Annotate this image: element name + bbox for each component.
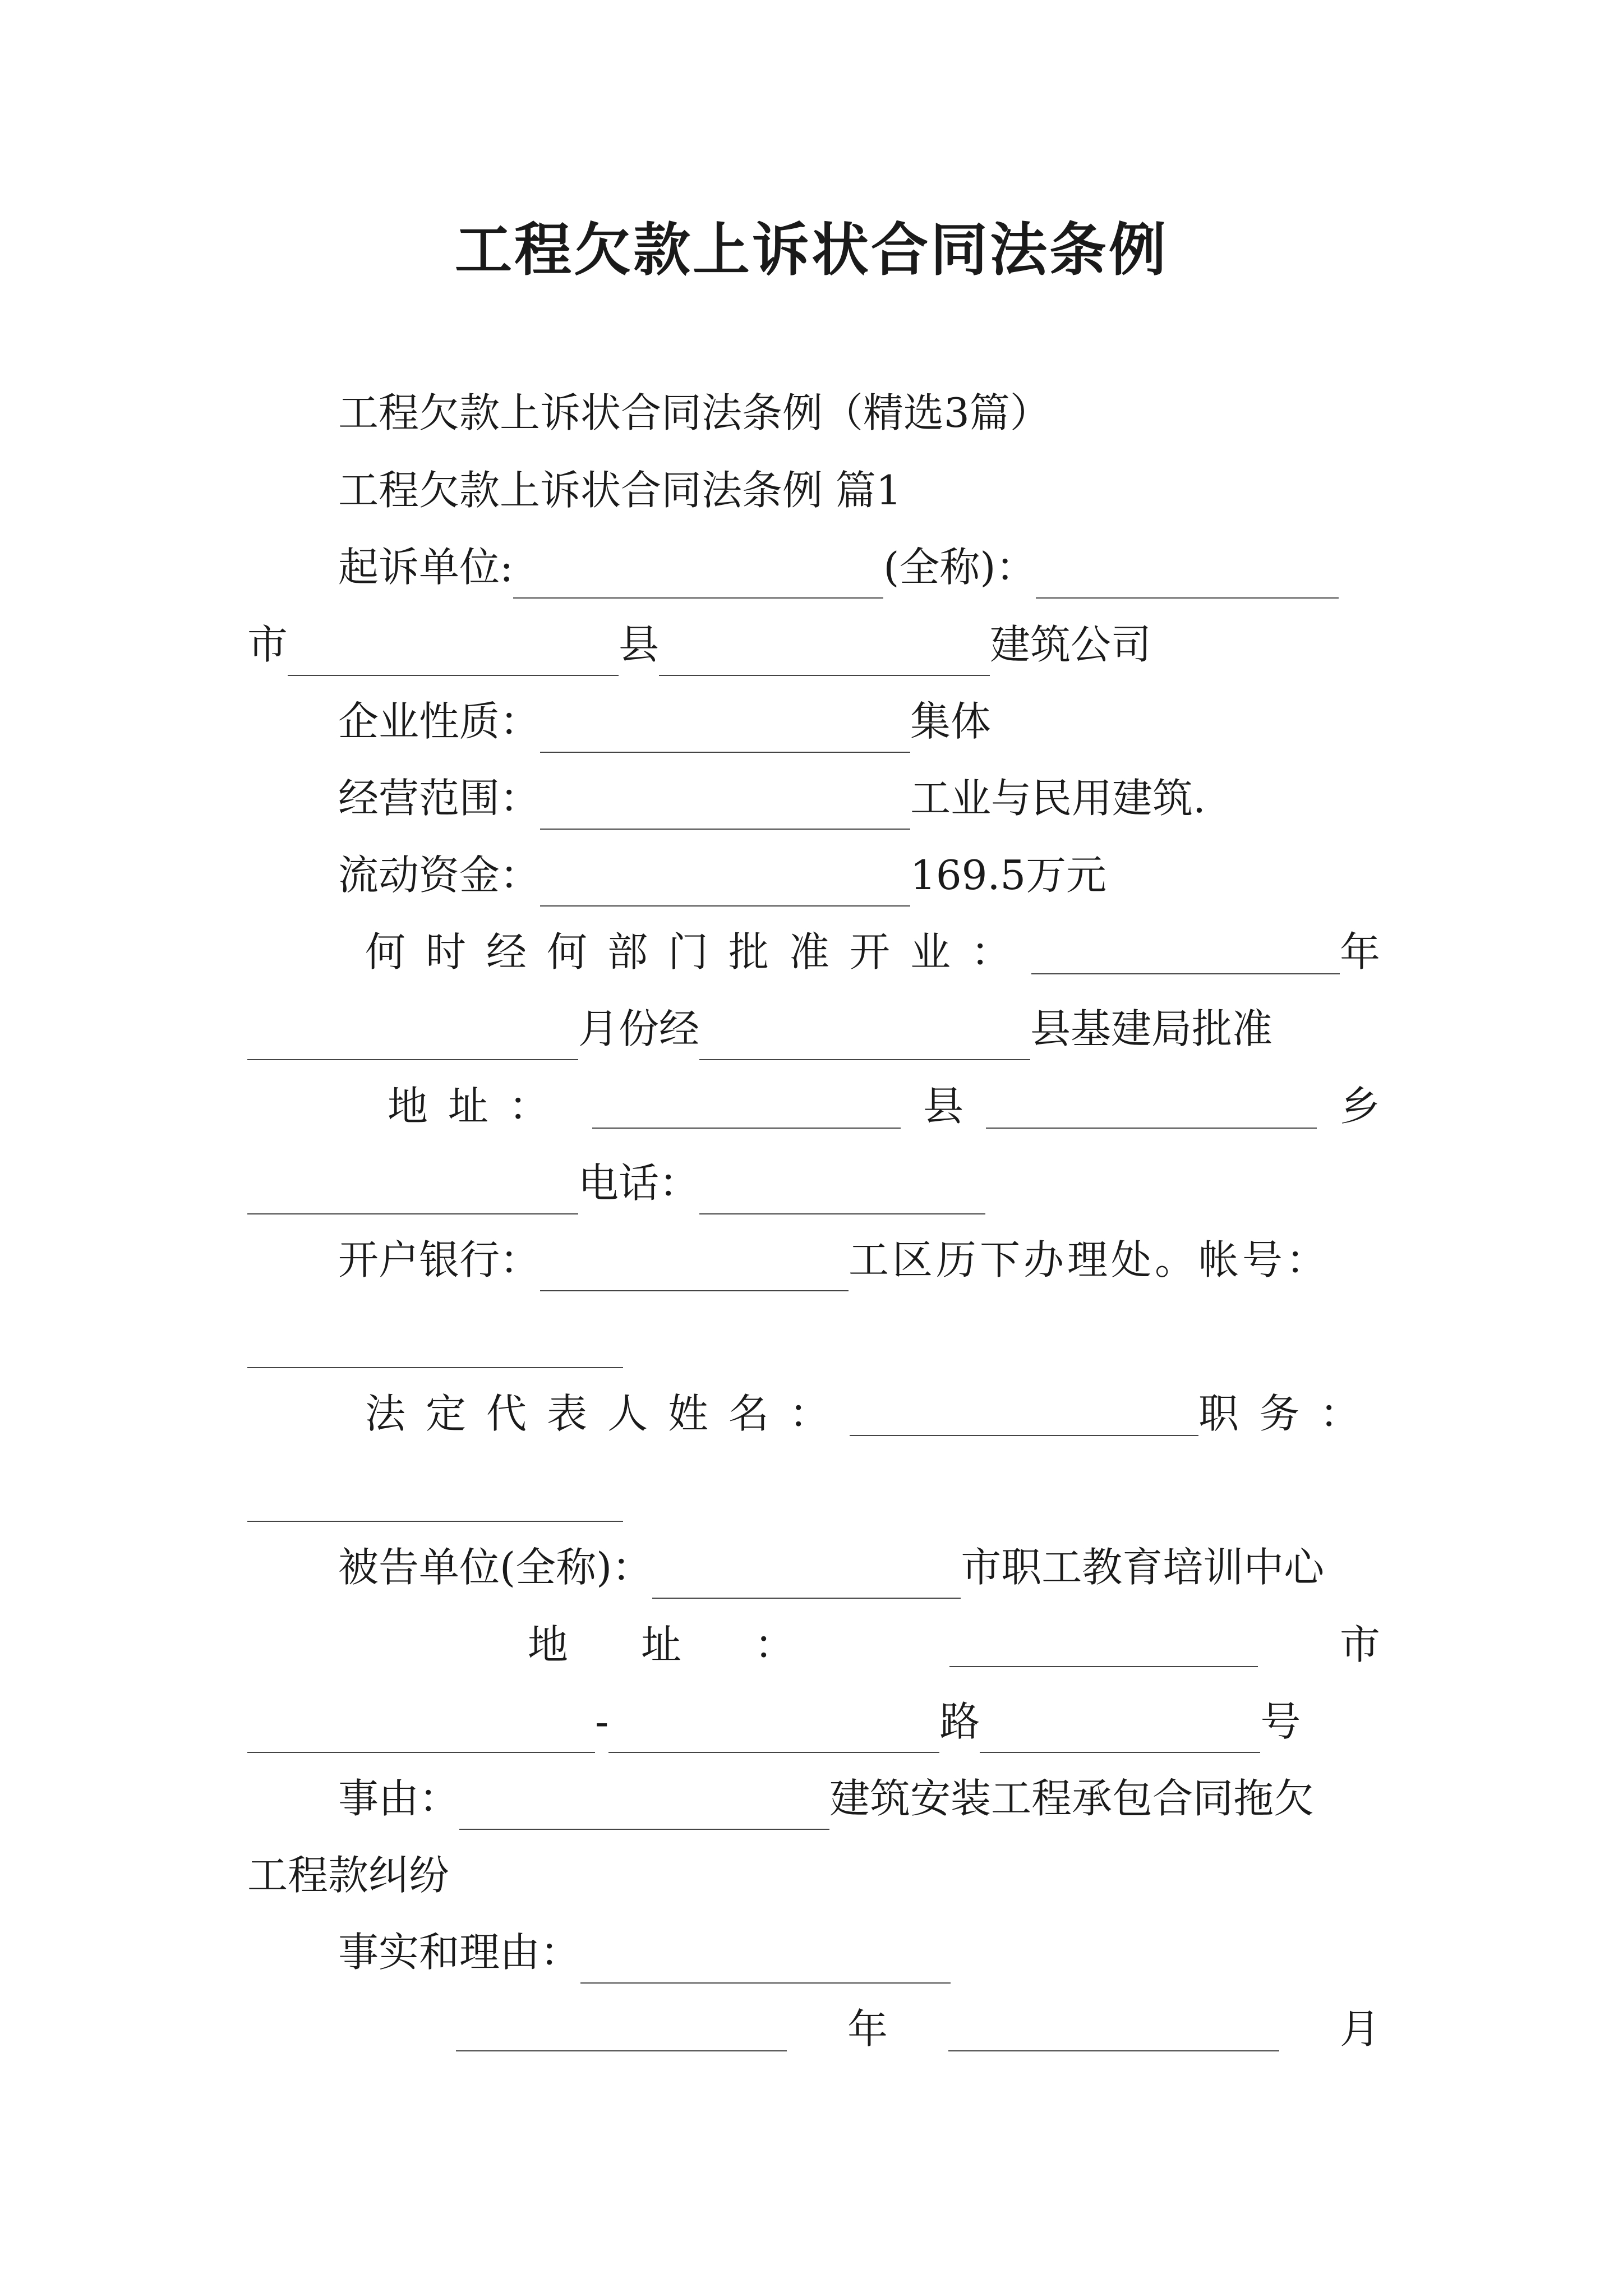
date-year-blank	[456, 2007, 787, 2051]
dash-char: -	[595, 1698, 609, 1745]
address-town-blank	[986, 1084, 1317, 1129]
capital-label: 流动资金：	[338, 852, 541, 899]
plaintiff-unit-blank	[513, 554, 883, 599]
number-char: 号	[1260, 1698, 1301, 1745]
representative-line	[247, 1382, 1380, 1445]
month-blank	[247, 1015, 578, 1060]
nature-line	[247, 690, 1380, 753]
defendant-road-line	[247, 1690, 1380, 1753]
plaintiff-location-line	[247, 613, 1380, 676]
position-blank	[247, 1477, 623, 1522]
nature-blank	[540, 708, 910, 753]
approval-label: 何时经何部门批准开业：	[365, 928, 1032, 976]
date-month-blank	[948, 2007, 1279, 2051]
defendant-address-label: 地址：	[528, 1621, 868, 1668]
defendant-unit-value: 市职工教育培训中心	[961, 1544, 1325, 1591]
road-char: 路	[939, 1698, 980, 1745]
defendant-unit-line	[247, 1536, 1380, 1599]
phone-blank	[699, 1170, 985, 1214]
bank-line	[247, 1228, 1380, 1291]
city-blank	[288, 631, 619, 676]
county-blank	[659, 631, 990, 676]
subtitle	[247, 381, 1380, 444]
number-blank	[980, 1708, 1260, 1753]
plaintiff-unit-line	[247, 536, 1380, 599]
position-line	[247, 1459, 1380, 1522]
plaintiff-unit-label: 起诉单位:	[338, 544, 514, 591]
phone-label: 电话：	[578, 1159, 700, 1207]
section-heading	[247, 459, 1380, 522]
date-line	[247, 1998, 1380, 2060]
district-blank	[247, 1708, 595, 1753]
approval-blank	[1031, 930, 1340, 974]
facts-label: 事实和理由：	[338, 1929, 581, 1976]
company-text: 建筑公司	[990, 621, 1152, 668]
cause-value-1: 建筑安装工程承包合同拖欠	[829, 1775, 1315, 1822]
approval-suffix: 县基建局批准	[1030, 1005, 1273, 1052]
fullname-label: (全称)：	[883, 544, 1036, 591]
bank-blank	[540, 1246, 849, 1291]
plaintiff-address-line	[247, 1075, 1380, 1138]
plaintiff-address-label: 地址：	[388, 1083, 570, 1130]
town-char: 乡	[1339, 1083, 1380, 1130]
defendant-unit-label: 被告单位(全称)：	[338, 1544, 653, 1591]
scope-line	[247, 767, 1380, 830]
date-year-char: 年	[847, 2005, 888, 2053]
cause-label: 事由：	[338, 1775, 460, 1822]
account-blank	[247, 1323, 623, 1368]
defendant-address-line	[247, 1613, 1380, 1676]
approval-cont-line	[247, 997, 1380, 1060]
cause-line	[247, 1767, 1380, 1830]
scope-label: 经营范围：	[338, 775, 541, 822]
address-county-char: 县	[923, 1083, 963, 1130]
rep-label: 法定代表人姓名：	[365, 1390, 850, 1437]
position-label: 职务：	[1198, 1390, 1380, 1437]
approval-year-char: 年	[1339, 928, 1380, 976]
bank-label: 开户银行：	[338, 1236, 541, 1283]
bureau-blank	[699, 1015, 1030, 1060]
city-char: 市	[247, 621, 288, 668]
scope-value: 工业与民用建筑.	[910, 775, 1206, 822]
defendant-unit-blank	[652, 1554, 961, 1599]
section-heading-text: 工程欠款上诉状合同法条例 篇1	[338, 467, 902, 514]
capital-line	[247, 844, 1380, 907]
bank-suffix: 工区历下办理处。帐号：	[849, 1236, 1330, 1283]
capital-value: 169.5万元	[910, 852, 1107, 899]
defendant-city-char: 市	[1339, 1621, 1380, 1668]
road-blank	[608, 1708, 939, 1753]
town-name-blank	[247, 1170, 578, 1214]
cause-value-2: 工程款纠纷	[247, 1852, 450, 1899]
facts-blank	[580, 1939, 951, 1984]
county-char: 县	[619, 621, 660, 668]
month-part: 月份经	[578, 1005, 700, 1052]
address-county-blank	[592, 1084, 901, 1129]
nature-label: 企业性质：	[338, 698, 541, 745]
facts-line	[247, 1921, 1380, 1984]
phone-line	[247, 1152, 1380, 1214]
cause-blank	[459, 1785, 829, 1830]
date-month-char: 月	[1339, 2005, 1380, 2053]
rep-blank	[850, 1391, 1198, 1436]
fullname-blank	[1036, 554, 1339, 599]
capital-blank	[540, 862, 910, 907]
nature-value: 集体	[910, 698, 992, 745]
approval-line	[247, 921, 1380, 983]
scope-blank	[540, 785, 910, 830]
document-title: 工程欠款上诉状合同法条例	[455, 217, 1168, 284]
cause-cont-line	[247, 1844, 1380, 1907]
defendant-city-blank	[949, 1622, 1258, 1667]
subtitle-text: 工程欠款上诉状合同法条例（精选3篇）	[338, 389, 1050, 436]
account-line	[247, 1305, 1380, 1368]
